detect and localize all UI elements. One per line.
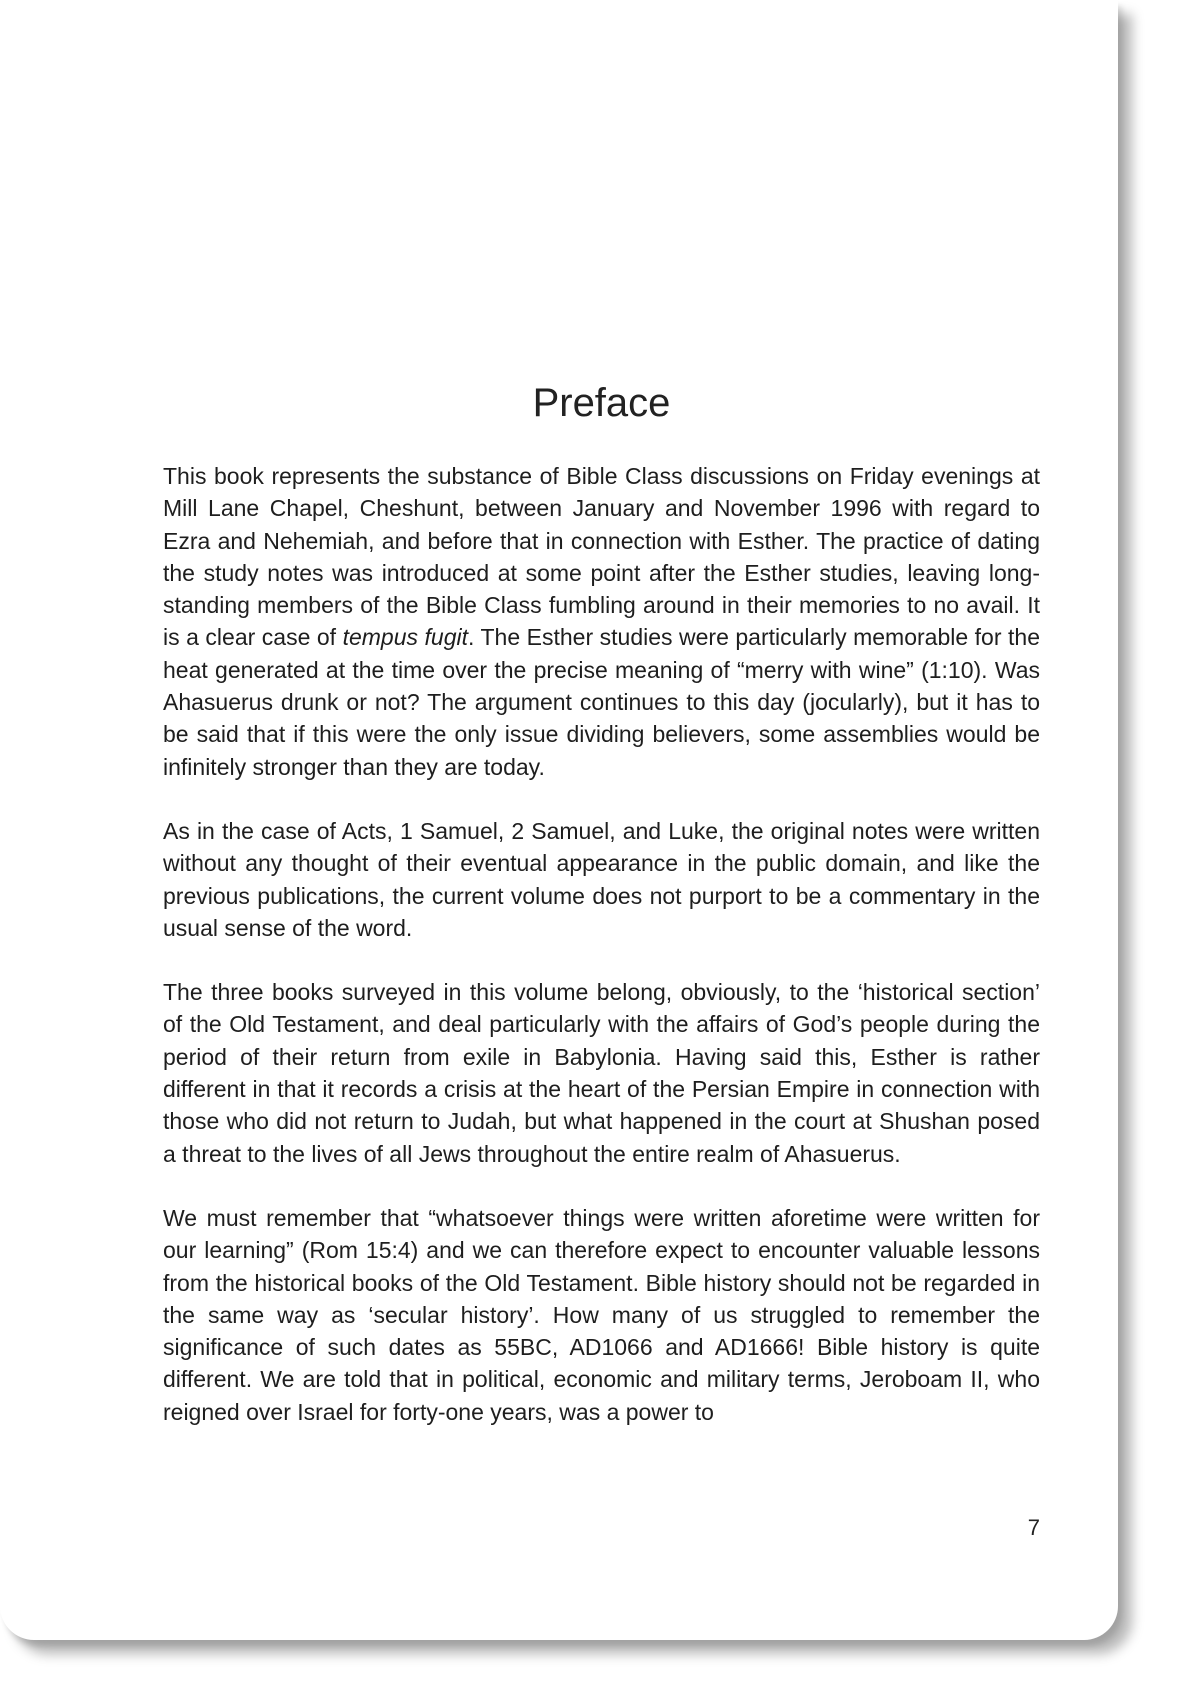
paragraph-1-text-end: . The Esther studies were particularly memorable for the heat generated at the time over the precise meaning of “merry with wine” (1:10). Was Ahasuerus drunk or not? The argument continues to this day (jocularly), but it has to be said that if this were the only issue dividing believers, some assemblies would be infinitely stronger than they are today. <box>163 624 1040 780</box>
paragraph-1 <box>163 460 1040 783</box>
page-title: Preface <box>532 381 671 425</box>
page-content <box>163 380 1040 1428</box>
italic-phrase: tempus fugit <box>342 624 469 651</box>
paragraph-3: The three books surveyed in this volume belong, obviously, to the ‘historical section’ of the Old Testament, and deal particularly with the affairs of God’s people during the period of their return from exile in Babylonia. Having said this, Esther is rather different in that it records a crisis at the heart of the Persian Empire in connection with those who did not return to Judah, but what happened in the court at Shushan posed a threat to the lives of all Jews throughout the entire realm of Ahasuerus. <box>163 979 1040 1167</box>
paragraph-4: We must remember that “whatsoever things were written aforetime were written for our learning” (Rom 15:4) and we can therefore expect to encounter valuable lessons from the historical books of the Old Testament. Bible history should not be regarded in the same way as ‘secular history’. How many of us struggled to remember the significance of such dates as 55BC, AD1066 and AD1666! Bible history is quite different. We are told that in political, economic and military terms, Jeroboam II, who reigned over Israel for forty-one years, was a power to <box>163 1204 1040 1425</box>
paragraph-2: As in the case of Acts, 1 Samuel, 2 Samuel, and Luke, the original notes were written without any thought of their eventual appearance in the public domain, and like the previous publications, the current volume does not purport to be a commentary in the usual sense of the word. <box>163 817 1040 941</box>
page-number: 7 <box>1027 1515 1040 1540</box>
paragraph-1-text-start: This book represents the substance of Bible Class discussions on Friday evenings at Mill Lane Chapel, Cheshunt, between January and November 1996 with regard to Ezra and Nehemiah, and before that in connection with Esther. The practice of dating the study notes was introduced at some point after the Esther studies, leaving long-standing members of the Bible Class fumbling around in their memories to no avail. It is a clear case of <box>163 463 1040 651</box>
